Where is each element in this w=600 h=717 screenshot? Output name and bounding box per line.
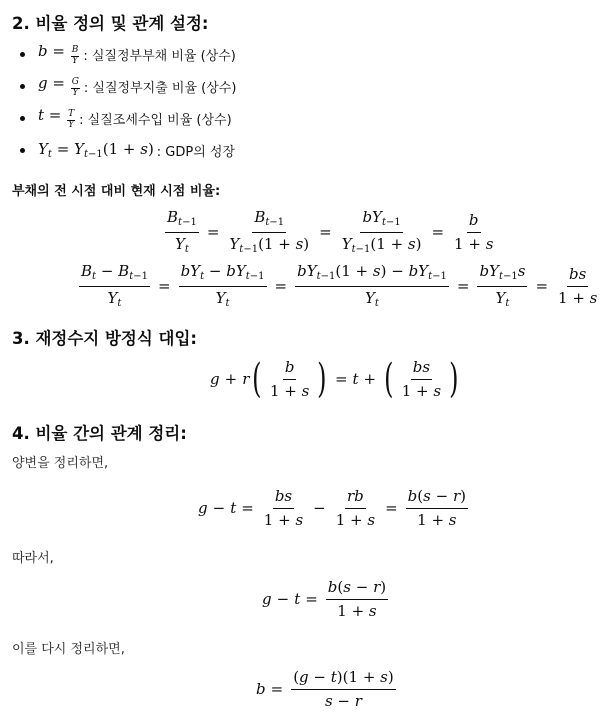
- formula-t-ratio: t = $\frac{T}{Y}$: [38, 105, 75, 130]
- section-4-heading: 4. 비율 간의 관계 정리:: [12, 424, 187, 443]
- formula-gdp-growth: $Y_t = Y_{t-1}(1 + s)$: [38, 140, 154, 160]
- equation-b-solution: b = $\frac{(g - t)(1 + s)}{s - r}$: [256, 668, 394, 710]
- equation-debt-change: $\frac{B_t - B_{t-1}}{Y_t}$ = $\frac{bY_t - bY_{t-1}}{Y_t}$ = $\frac{bY_{t-1}(1 + s) - bY_{t-1}}{Y_t}$ = $\frac{bY_{t-1}s}{Y_t}$ = $\frac{bs}{1 + s}$: [81, 262, 598, 309]
- paren-open: (: [252, 356, 262, 403]
- section-3-heading: 3. 재정수지 방정식 대입:: [12, 329, 198, 348]
- formula-g-ratio: g = $\frac{G}{Y}$: [38, 73, 79, 98]
- bullet-description: : 실질조세수입 비율 (상수): [79, 112, 232, 128]
- equation-g-minus-t-expanded: g − t = $\frac{bs}{1 + s}$ − $\frac{rb}{1 + s}$ = $\frac{b(s - r)}{1 + s}$: [198, 487, 466, 529]
- bullet-description: : 실질정부지출 비율 (상수): [83, 80, 237, 96]
- paren-close: ): [317, 356, 327, 403]
- list-item: [0, 70, 600, 102]
- paren-close: ): [449, 356, 459, 403]
- paren-open: (: [384, 356, 394, 403]
- paragraph-therefore: 따라서,: [12, 551, 54, 566]
- equation-debt-ratio-prev: $\frac{B_{t-1}}{Y_t}$ = $\frac{B_{t-1}}{Y_{t-1}(1 + s)}$ = $\frac{bY_{t-1}}{Y_{t-1}(1 + s)}$ = $\frac{b}{1 + s}$: [167, 208, 494, 255]
- ratio-definition-list: [0, 38, 600, 166]
- list-item: [0, 134, 600, 166]
- equation-fiscal-balance: g + r ( $\frac{b}{1 + s}$ ) = t + ( $\frac{bs}{1 + s}$ ): [210, 356, 459, 403]
- paragraph-rearrange: 양변을 정리하면,: [12, 456, 109, 471]
- section-2-heading: 2. 비율 정의 및 관계 설정:: [12, 14, 209, 33]
- debt-ratio-subheading: 부채의 전 시점 대비 현재 시점 비율:: [12, 184, 221, 199]
- list-item: [0, 102, 600, 134]
- equation-g-minus-t: g − t = $\frac{b(s - r)}{1 + s}$: [262, 578, 387, 620]
- formula-b-ratio: b = $\frac{B}{Y}$: [38, 41, 79, 66]
- paragraph-rearrange-again: 이를 다시 정리하면,: [12, 642, 125, 657]
- bullet-description: : 실질정부부채 비율 (상수): [83, 48, 236, 64]
- bullet-description: : GDP의 성장: [156, 144, 236, 160]
- list-item: [0, 38, 600, 70]
